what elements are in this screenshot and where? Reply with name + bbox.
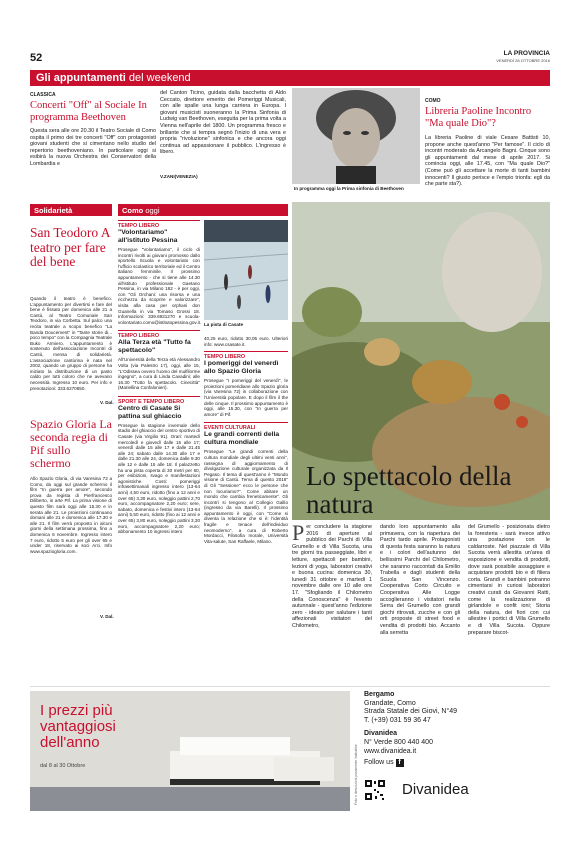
ad-stores	[364, 691, 550, 768]
tl5-body: Prosegue "Le grandi correnti della cultura mondiale degli ultimi venti anni", rassegna di aggiornamento di divulgazione culturale organizzata da Il Pegaso. Il tema di quest'anno è "Mondo visione di Cantù. Tema di questo 2016" di Gli "Sessione" ecco le persone che non locuriamo?". Come abitare un mondo che cambia freneticamente". Gli incontri si tengono al Collegio Gallio (ingresso da via Barelli). Il prossimo appuntamento è oggi, con "Come si diventa la relazione che si è: l'identità fragile e tenace dell'individuo neomoderno", a cura di Roberto Mordacci, Filosofia morale, Università Vita-salute, San Raffaele, Milano.	[204, 449, 288, 544]
tl4-body: Prosegue "I pomeriggi del venerdì", le proiezioni pomeridiane allo Spazio gloria (via Varesina 72) in collaborazione con l'Università popolare. E dopo il film il the delle cinque. Il prossimo appuntamento è oggi, alle 15.30, con "In guerra per amore" di Pif.	[204, 378, 288, 417]
ad-store2-web: www.divanidea.it	[364, 747, 417, 755]
solidarieta-byline: V. Dal.	[100, 400, 114, 405]
tl3-body: Prosegue la stagione invernale dello stadio del ghiaccio del centro sportivo di Casate (via Virgilio 91). Orari: martedì mercoledì e giovedì dalle 15 alle 17; venerdì dalle 15 alle 17 e dalle 21.45 alle 24; sabato dalle 14.30 alle 17 e dalle 21.30 alle 24, domenica dalle 9.30 alle 12 e dalle 15 alle 18. Il palazzetto ha una pista coperta di 30 metri per 60, per esibizioni, svago e manifestazioni agonistiche. Costi: pomeriggi infrasettimanali ingresso intero (13-64 anni) 4,50 euro, ridotto (fino a 12 anni e over 65) 3,30 euro, noleggio pattini 2,70 euro, accompagnatore 2,20 euro; sere, sabato, domenica e festivi intero (13-64 anni) 5,50 euro, ridotto (fino ai 12 anni e over 65) 3,80 euro, noleggio pattini 3,30 euro, accompagnatore 2,20 euro; abbonamento 10 ingressi intero	[118, 422, 200, 535]
gloria-byline: V. Dal.	[100, 614, 114, 619]
natura-headline: Lo spettacolo della natura	[306, 461, 512, 519]
advertisement	[30, 686, 550, 814]
classica-kicker: CLASSICA	[30, 92, 56, 98]
masthead: LA PROVINCIA	[503, 50, 550, 57]
como-kicker: COMO	[425, 98, 441, 104]
ad-store2-tel: N° Verde 800 440 400	[364, 738, 433, 746]
ad-side-text: Foto e descrizioni puramente indicative	[354, 744, 358, 805]
tl5-headline: Le grandi correnti della cultura mondiale	[204, 431, 280, 447]
classica-headline: Concerti "Off" al Sociale In programma Beethoven	[30, 100, 147, 123]
natura-col1	[292, 520, 372, 630]
tl2-headline: Alla Terza età "Tutto fa spettacolo"	[118, 339, 191, 355]
ad-store1-name: Grandate, Como	[364, 699, 416, 707]
solidarieta-headline-text: San Teodoro A teatro per fare del bene	[30, 225, 110, 269]
page-number: 52	[30, 52, 43, 64]
ad-store2-name: Divanidea	[364, 730, 398, 738]
tl1-headline: "Volontariamo" all'istituto Pessina	[118, 229, 178, 244]
beethoven-caption: In programma oggi la Prima sinfonia di Beethoven	[294, 186, 404, 191]
como-oggi-rest: oggi	[143, 206, 160, 215]
tl5-label: EVENTI CULTURALI	[204, 422, 288, 431]
tl3-label: SPORT E TEMPO LIBERO	[118, 396, 200, 405]
como-oggi-col2	[204, 336, 288, 544]
como-oggi-col1	[118, 220, 200, 535]
ad-dates: dal 8 al 30 Ottobre	[40, 763, 86, 769]
natura-col3: del Grumello - posizionata dietro la foresteria - sarà invece attivo una postazione con le caldarroste. Nel piazzale di Villa Sucota verrà allestita un'area di esposizione e vendita di prodotti, dove sarà possibile assaggiare e acquistare prodotti bio e di filiera corta. Grandi e bambini potranno cimentarsi in curiosi laboratori creativi curati da Giovanni Ratti, come la realizzazione di girlandole e confit ioni; Storia della natura, dei fiori con cui allestire i portici di Villa Grumello e di Villa Sucota. Oppure preparare biscot-	[468, 524, 550, 636]
tl2-body: All'Università della Terza età Alessandro Volta (via Palestro 17), oggi, alle 15, "L'Odissea ovvero l'uomo del mulfilorme ingegno", a cura di Linda Cavadini; alle 16.30 "Tutto fa spettacolo. Cinecittà" (Mariellina Confalonieri).	[118, 357, 200, 391]
ad-follow	[364, 759, 550, 768]
classica-body-1: Questa sera alle ore 20.30 il Teatro Sociale di Como ospita il primo dei tre concerti "Off" con protagonisti giovani studenti che si cimentano nello studio del repertorio beethoveniano. In particolare oggi si esibirà la nuova Orchestra dei Conservatori della Lombardia e	[30, 128, 156, 167]
beethoven-photo	[292, 88, 420, 184]
tl1-body: Prosegue "Volontariamo", il ciclo di incontri rivolti ai giovani promosso dallo sportello Scuola e volontariato con l'ufficio scolastico territoriale ed il Centro italiano femminile. Il prossimo appuntamento - che si tiene alle 14.30 all'istituto professionale Gaetano Pessina, in via Milano 182 - è per oggi, con "Gli Orchani: una risorsa e una ricchezza da scoprire e valorizzare", visita alla casa per orphani don Guanella in via Tomaso Grossi 18. Informazioni: 339.6931270 e scuola-volontariato.como@istitutopessina.gov.it.	[118, 247, 202, 325]
solidarieta-headline	[30, 226, 110, 270]
solidarieta-body: Quando il teatro è benefico. L'appuntamento per divertirsi e fare del bene è fissato per domenica alle 21 a Cantù, al Teatro Comunale San Teodoro, in via Corbetta. Sul palco una recita teatrale a scopo benefico "La Banda Doucement" in "Tante storie di... poco tempo" con la Compagnia Teatrale Buko Armiero. L'appuntamento è sostenuto dell'associazione Incontri di Cantù, mensa di solidarietà. L'associazione cantùrina è nata nel 2002, quando un gruppo di persone ha iniziato la distribuzione di un pasto caldo per tutti coloro che ne avevano necessità. Ingresso 10 euro. Per info e prenotazioni: 333.6270650.	[30, 296, 112, 391]
ad-image	[30, 691, 350, 811]
como-body: La libreria Paoline di viale Cesare Battisti 10, propone anche quest'anno "Per famose". Il ciclo di incontri moderato da Arcangelo Bagni. Cinque sono gli appuntamenti dal mese di aprile 2017. Si comincia oggi, alle 17.45, con "Ma quale Dio?" (Come può gli accettare la morte di tanti bambini innocenti? Il giusto perisce e l'empio trionfa: egli da che parte sta?).	[425, 135, 550, 188]
ad-follow-text: Follow us	[364, 759, 394, 767]
natura-dropcap: P	[292, 520, 305, 545]
como-headline: Libreria Paoline Incontro "Ma quale Dio"?	[425, 106, 532, 129]
tl4-headline: I pomeriggi del venerdì allo Spazio Gloria	[204, 360, 279, 376]
section-title-rest: del weekend	[125, 72, 191, 84]
tl4-label: TEMPO LIBERO	[204, 351, 288, 360]
como-oggi-bar	[118, 204, 288, 216]
ad-headline: I prezzi più vantaggiosi dell'anno	[40, 702, 116, 751]
classica-byline: V.ZANI(VENEZIA)	[160, 174, 198, 179]
section-bar	[30, 70, 550, 86]
tl3-headline: Centro di Casate Si pattina sul ghiaccio	[118, 404, 182, 420]
natura-col2: dando loro appuntamento alla primavera, con la riapertura dei Parchi tardo aprile. Protagonisti di questa festa saranno la natura e i colori dell'autunno dei bellissimi Parchi del Chilometro, che saranno raccontati da Emilio Trabella e dagli studenti della Scuola San Vincenzo. Cooperativa Corto Circuito e Cooperativa Alle Logge accoglieranno i visitatori nella Serra del Grumello con grandi giochi ritrovati, zucche e con gli orti proposte di street food e vendita di prodotti bio. Accanto alla serretta	[380, 524, 460, 636]
gloria-headline: Spazio Gloria La seconda regia di Pif sullo schermo	[30, 417, 112, 470]
rink-caption: La pista di Casate	[204, 322, 244, 327]
ad-brand-logo: Divanidea	[402, 781, 469, 798]
qr-code-icon	[364, 779, 386, 801]
natura-col1-text: er concludere la stagione 2016 di aperture al pubblico dei Parchi di Villa Grumello e di Villa Sucota, una tre giorni tra passeggiate, libri e letture, spettacoli per bambini, lezioni di yoga, laboratori creativi e buona cucina: domenica 30, lunedì 31 ottobre e martedì 1 novembre dalle ore 10 alle ore 17. "Sfogliando il Chilometro della Conoscenza" è l'evento autunnale - quest'anno l'edizione zero - ideato per salutare i tanti affezionati visitatori del Chilometro,	[292, 524, 372, 629]
facebook-icon: f	[396, 759, 404, 767]
classica-body-2: del Canton Ticino, guidata dalla bacchetta di Aldo Ceccato, direttore emerito dei Pomeriggi Musicali, con alle spalle una lunga carriera in Europa. I giovani musicisti suoneranno la Prima Sinfonia di Ludwig van Beethoven, eseguita per la prima volta a Vienna nell'aprile del 1800. Un programma fresco e brillante che si tempra segnò l'inizio di una vera e propria "rivoluzione" sinfonica e che ancora oggi continua ad appassionare il pubblico. L'ingresso è libero.	[160, 90, 286, 156]
solidarieta-bar: Solidarietà	[30, 204, 112, 216]
section-title-bold: Gli appuntamenti	[36, 72, 126, 84]
gloria-body: Allo Spazio Gloria, di via Varesina 72 a Como, da oggi sul grande schermo il film "In guerra per amore", secondo prova da regista di Pierfrancesco Diliberto, in arte Pif. La prima visione di questo film sarà oggi alle 15.30 e in serata alle 21. Le proiezioni continuano domani alle 21 e domenica alle 17.30 e alle 21. Il film verrà proposto in alcuni giorni della settimana prossima, fino a domenica 6 novembre. Ingresso intero 7 euro, ridotto 5 euro per gli over 65 e under 18, riservato ai soci Arci. Info www.spaziogloria.com.	[30, 476, 112, 554]
rink-body-cont: 40,25 euro, ridotto 30,05 euro. Ulteriori info: www.csasate.it.	[204, 336, 288, 347]
ad-store1-addr: Strada Statale dei Giovi, N°49	[364, 708, 458, 716]
ad-store1-city: Bergamo	[364, 691, 395, 698]
tl2-label: TEMPO LIBERO	[118, 330, 200, 339]
rink-photo	[204, 220, 288, 320]
issue-date: VENERDÌ 28 OTTOBRE 2016	[496, 58, 550, 63]
ad-store1-tel: T. (+39) 031 59 36 47	[364, 716, 431, 724]
como-oggi-bold: Como	[122, 206, 144, 215]
tl1-label: TEMPO LIBERO	[118, 220, 200, 229]
